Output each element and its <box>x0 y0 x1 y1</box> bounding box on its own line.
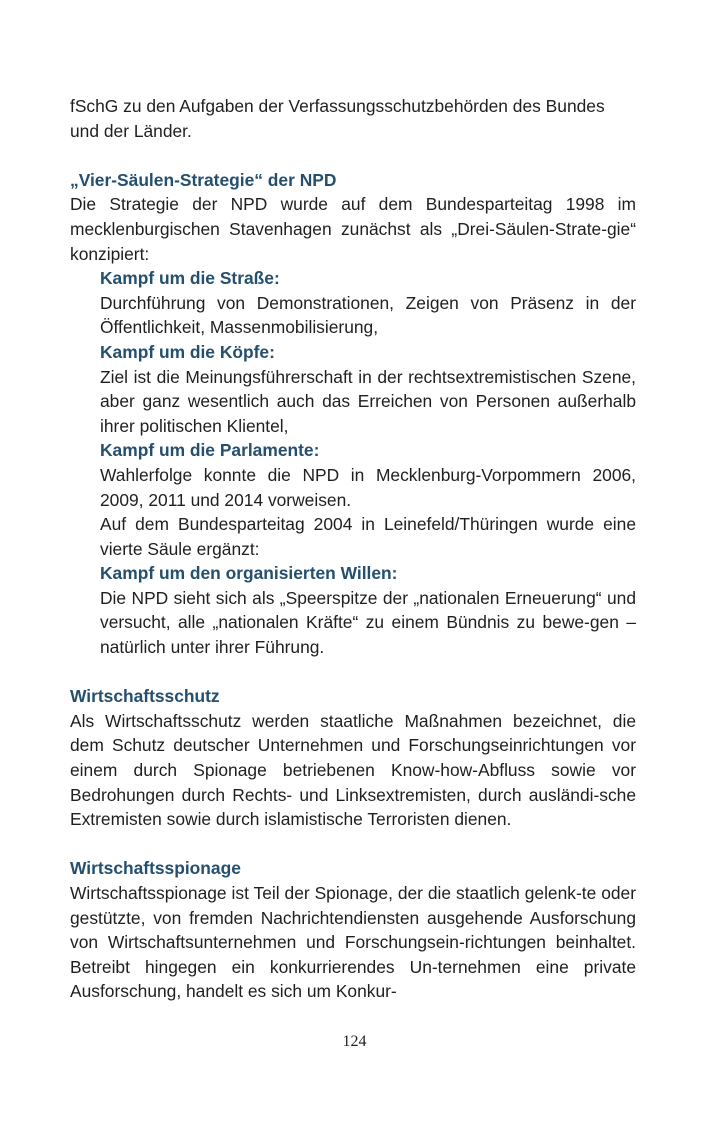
spacer <box>70 143 636 168</box>
strategy-item-title-strasse: Kampf um die Straße: <box>100 268 280 289</box>
strategy-item-title-koepfe: Kampf um die Köpfe: <box>100 341 275 362</box>
document-page <box>70 94 636 1004</box>
section-heading-wirtschaftsspionage: Wirtschaftsspionage <box>70 858 241 879</box>
strategy-item-title-willen: Kampf um den organisierten Willen: <box>100 563 398 584</box>
spacer <box>70 832 636 857</box>
section-body-wirtschaftsschutz: Als Wirtschaftsschutz werden staatliche Maßnahmen bezeichnet, die dem Schutz deutscher Unternehmen und Forschungseinrichtungen vor einem durch Spionage betriebenen Know-how-Abfluss sowie vor Bedrohungen durch Rechts- und Linksextremisten, durch ausländi-sche Extremisten sowie durch islamistische Terroristen dienen. <box>70 710 636 830</box>
strategy-list <box>70 266 636 660</box>
strategy-extra-text: Auf dem Bundesparteitag 2004 in Leinefeld/Thüringen wurde eine vierte Säule ergänzt: <box>100 514 636 559</box>
strategy-item-text-strasse: Durchführung von Demonstrationen, Zeigen von Präsenz in der Öffentlichkeit, Massenmobilisierung, <box>100 292 636 338</box>
section-body-vier-saeulen: Die Strategie der NPD wurde auf dem Bundesparteitag 1998 im mecklenburgischen Stavenhagen zunächst als „Drei-Säulen-Strate-gie“ konzipiert: <box>70 194 636 264</box>
section-heading-wirtschaftsschutz: Wirtschaftsschutz <box>70 686 220 707</box>
intro-line-1: fSchG zu den Aufgaben der Verfassungsschutzbehörden des Bundes <box>70 96 605 116</box>
strategy-item-text-koepfe: Ziel ist die Meinungsführerschaft in der rechtsextremistischen Szene, aber ganz wesentlich auch das Erreichen von Personen außerhalb ihrer politischen Klientel, <box>100 366 636 436</box>
intro-line-2: und der Länder. <box>70 120 192 141</box>
section-heading-vier-saeulen: „Vier-Säulen-Strategie“ der NPD <box>70 169 337 190</box>
strategy-item-text-parlamente: Wahlerfolge konnte die NPD in Mecklenburg-Vorpommern 2006, 2009, 2011 und 2014 vorweisen. <box>100 464 636 510</box>
spacer <box>70 660 636 685</box>
section-body-wirtschaftsspionage: Wirtschaftsspionage ist Teil der Spionage, der die staatlich gelenk-te oder gestützte, von fremden Nachrichtendiensten ausgehende Ausforschung von Wirtschaftsunternehmen und Forschungsein-richtungen beinhaltet. Betreibt hingegen ein konkurrierendes Un-ternehmen eine private Ausforschung, handelt es sich um Konkur- <box>70 883 636 1002</box>
strategy-item-text-willen: Die NPD sieht sich als „Speerspitze der „nationalen Erneuerung“ und versucht, alle „nationalen Kräfte“ zu einem Bündnis zu bewe-gen – natürlich unter ihrer Führung. <box>100 587 636 658</box>
intro-paragraph <box>70 94 636 143</box>
page-number: 124 <box>342 1033 367 1050</box>
strategy-item-title-parlamente: Kampf um die Parlamente: <box>100 440 320 461</box>
